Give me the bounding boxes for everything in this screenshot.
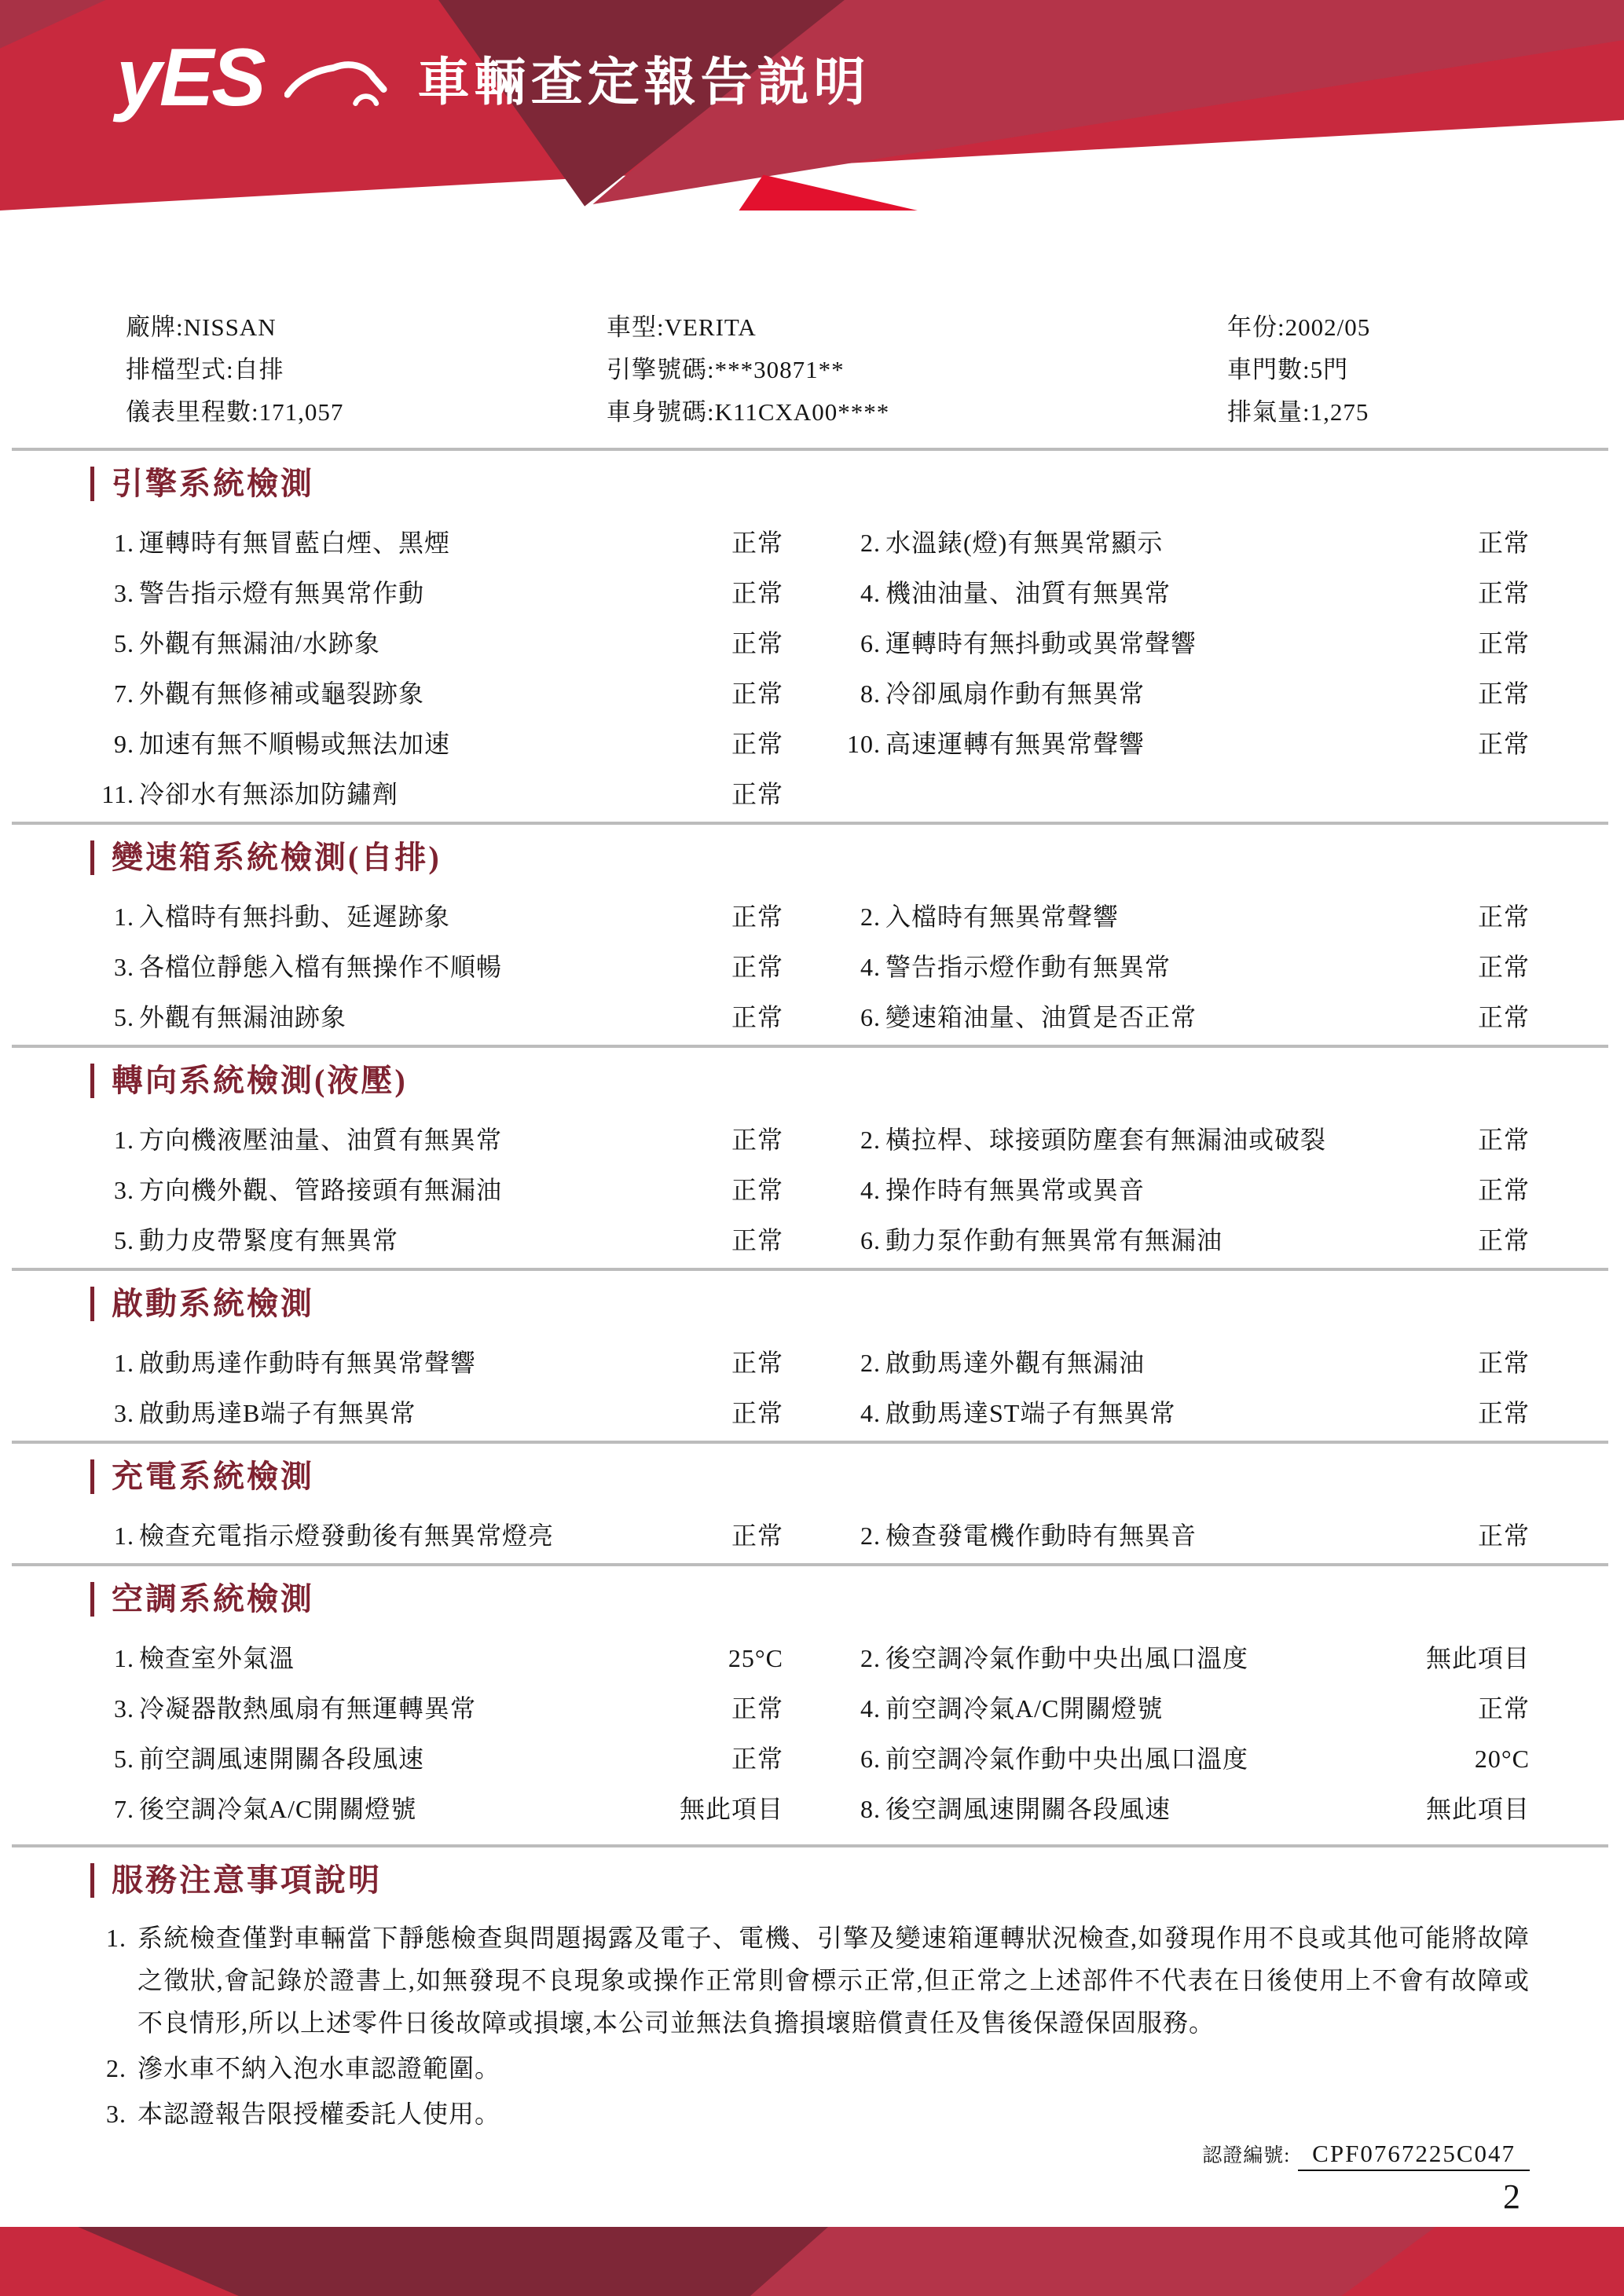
item-number: 4. — [860, 1694, 881, 1723]
item-result: 正常 — [731, 1003, 783, 1031]
item-result: 正常 — [731, 1694, 783, 1723]
note-item — [90, 1917, 1530, 2044]
inspection-item — [90, 1004, 783, 1031]
car-logo-icon — [284, 55, 388, 120]
item-result: 正常 — [1477, 1126, 1530, 1154]
vehicle-info-field: 儀表里程數:171,057 — [126, 398, 344, 426]
inspection-item — [837, 1227, 1530, 1254]
item-number: 9. — [114, 730, 134, 758]
item-number: 5. — [114, 1226, 134, 1254]
section-title: 引擎系統檢測 — [90, 467, 1530, 501]
item-result: 無此項目 — [1425, 1644, 1530, 1672]
page-number: 2 — [1503, 2177, 1520, 2216]
item-result: 正常 — [1477, 579, 1530, 607]
section-divider — [12, 1563, 1608, 1566]
item-result: 正常 — [731, 629, 783, 657]
note-item — [90, 2047, 1530, 2089]
item-text: 檢查室外氣溫 — [139, 1644, 295, 1672]
item-text: 前空調冷氣作動中央出風口溫度 — [885, 1745, 1249, 1773]
section-divider — [12, 1045, 1608, 1048]
item-number: 6. — [860, 1226, 881, 1254]
inspection-item — [837, 1004, 1530, 1031]
item-result: 正常 — [1477, 529, 1530, 557]
item-text: 方向機液壓油量、油質有無異常 — [139, 1126, 503, 1154]
inspection-item — [90, 630, 783, 657]
item-result: 正常 — [731, 730, 783, 758]
item-number: 7. — [114, 1795, 134, 1823]
item-number: 1. — [114, 1522, 134, 1550]
item-result: 20°C — [1474, 1745, 1530, 1773]
item-text: 外觀有無修補或龜裂跡象 — [139, 679, 425, 708]
item-result: 正常 — [731, 903, 783, 931]
item-result: 正常 — [1477, 1349, 1530, 1377]
inspection-item — [837, 1177, 1530, 1203]
item-result: 正常 — [1477, 1226, 1530, 1254]
inspection-item — [837, 529, 1530, 556]
inspection-section — [90, 1563, 1530, 1822]
item-result: 正常 — [1477, 1522, 1530, 1550]
item-text: 高速運轉有無異常聲響 — [885, 730, 1146, 758]
item-number: 7. — [114, 679, 134, 708]
item-result: 正常 — [1477, 1176, 1530, 1204]
inspection-items — [90, 529, 1530, 807]
item-result: 正常 — [1477, 953, 1530, 981]
inspection-item — [90, 1695, 783, 1722]
note-number: 1. — [106, 1924, 126, 1952]
section-divider — [12, 1441, 1608, 1444]
item-number: 11. — [101, 780, 134, 808]
inspection-section — [90, 1268, 1530, 1426]
item-number: 6. — [860, 629, 881, 657]
item-number: 1. — [114, 1126, 134, 1154]
item-text: 橫拉桿、球接頭防塵套有無漏油或破裂 — [885, 1126, 1327, 1154]
item-number: 5. — [114, 1745, 134, 1773]
item-number: 6. — [860, 1745, 881, 1773]
item-text: 檢查充電指示燈發動後有無異常燈亮 — [139, 1522, 555, 1550]
inspection-item — [837, 1695, 1530, 1722]
item-text: 後空調冷氣A/C開關燈號 — [139, 1795, 417, 1823]
section-divider — [12, 448, 1608, 451]
item-number: 3. — [114, 1399, 134, 1427]
item-text: 操作時有無異常或異音 — [885, 1176, 1146, 1204]
item-result: 正常 — [1477, 1003, 1530, 1031]
inspection-item — [837, 1400, 1530, 1426]
inspection-items — [90, 1126, 1530, 1254]
item-text: 後空調風速開關各段風速 — [885, 1795, 1171, 1823]
item-number: 8. — [860, 1795, 881, 1823]
item-text: 冷卻水有無添加防鏽劑 — [139, 780, 399, 808]
notes-list — [90, 1917, 1530, 2135]
inspection-item — [90, 731, 783, 757]
item-result: 正常 — [731, 953, 783, 981]
item-number: 4. — [860, 579, 881, 607]
item-text: 警告指示燈有無異常作動 — [139, 579, 425, 607]
section-title: 啟動系統檢測 — [90, 1287, 1530, 1321]
inspection-sections — [90, 448, 1530, 1822]
vehicle-info-field: 車型:VERITA — [607, 313, 757, 341]
item-text: 各檔位靜態入檔有無操作不順暢 — [139, 953, 503, 981]
item-text: 運轉時有無抖動或異常聲響 — [885, 629, 1197, 657]
item-text: 方向機外觀、管路接頭有無漏油 — [139, 1176, 503, 1204]
item-text: 水溫錶(燈)有無異常顯示 — [885, 529, 1164, 557]
inspection-section — [90, 1441, 1530, 1549]
inspection-item — [90, 1177, 783, 1203]
item-result: 正常 — [731, 1226, 783, 1254]
inspection-item — [90, 580, 783, 606]
item-number: 4. — [860, 1176, 881, 1204]
note-item — [90, 2093, 1530, 2135]
inspection-item — [837, 954, 1530, 980]
item-result: 正常 — [731, 1126, 783, 1154]
vehicle-info-field: 車身號碼:K11CXA00**** — [607, 398, 890, 426]
certification-label: 認證編號: — [1202, 2145, 1291, 2166]
inspection-section — [90, 822, 1530, 1031]
item-number: 2. — [860, 1126, 881, 1154]
item-result: 無此項目 — [679, 1795, 783, 1823]
inspection-item — [90, 529, 783, 556]
item-result: 正常 — [1477, 730, 1530, 758]
section-title: 充電系統檢測 — [90, 1459, 1530, 1494]
inspection-item — [837, 1796, 1530, 1822]
note-number: 3. — [106, 2100, 126, 2128]
item-number: 3. — [114, 1176, 134, 1204]
inspection-item — [90, 1126, 783, 1153]
inspection-item — [90, 1349, 783, 1376]
item-number: 1. — [114, 1349, 134, 1377]
item-text: 警告指示燈作動有無異常 — [885, 953, 1171, 981]
note-number: 2. — [106, 2054, 126, 2082]
certification-number: CPF0767225C047 — [1298, 2140, 1530, 2171]
item-result: 正常 — [1477, 903, 1530, 931]
vehicle-info-field: 引擎號碼:***30871** — [607, 356, 845, 383]
item-text: 外觀有無漏油/水跡象 — [139, 629, 380, 657]
section-divider — [12, 1844, 1608, 1847]
item-text: 啟動馬達B端子有無異常 — [139, 1399, 416, 1427]
item-number: 2. — [860, 1644, 881, 1672]
item-text: 檢查發電機作動時有無異音 — [885, 1522, 1197, 1550]
brand-logo — [116, 31, 871, 123]
item-number: 3. — [114, 953, 134, 981]
item-text: 機油油量、油質有無異常 — [885, 579, 1171, 607]
section-title: 服務注意事項說明 — [90, 1863, 1530, 1898]
item-text: 冷凝器散熱風扇有無運轉異常 — [139, 1694, 477, 1723]
inspection-item — [90, 781, 783, 807]
section-title: 轉向系統檢測(液壓) — [90, 1064, 1530, 1098]
note-text: 本認證報告限授權委託人使用。 — [137, 2100, 501, 2128]
inspection-items — [90, 903, 1530, 1031]
item-result: 無此項目 — [1425, 1795, 1530, 1823]
item-result: 25°C — [728, 1644, 783, 1672]
item-result: 正常 — [731, 1176, 783, 1204]
item-number: 10. — [847, 730, 881, 758]
item-number: 2. — [860, 1349, 881, 1377]
item-number: 2. — [860, 903, 881, 931]
item-text: 動力皮帶緊度有無異常 — [139, 1226, 399, 1254]
inspection-item — [837, 1349, 1530, 1376]
item-result: 正常 — [731, 529, 783, 557]
item-result: 正常 — [731, 1745, 783, 1773]
inspection-item — [90, 1796, 783, 1822]
item-text: 入檔時有無抖動、延遲跡象 — [139, 903, 451, 931]
section-title: 空調系統檢測 — [90, 1582, 1530, 1617]
section-title: 變速箱系統檢測(自排) — [90, 840, 1530, 875]
footer-banner — [0, 2227, 1624, 2296]
item-number: 1. — [114, 529, 134, 557]
vehicle-info-field: 廠牌:NISSAN — [126, 313, 277, 341]
inspection-item — [837, 731, 1530, 757]
item-result: 正常 — [1477, 1694, 1530, 1723]
item-number: 2. — [860, 529, 881, 557]
inspection-section — [90, 448, 1530, 807]
item-number: 4. — [860, 953, 881, 981]
item-result: 正常 — [1477, 1399, 1530, 1427]
inspection-item — [837, 1126, 1530, 1153]
item-text: 前空調風速開關各段風速 — [139, 1745, 425, 1773]
item-number: 1. — [114, 1644, 134, 1672]
item-text: 啟動馬達ST端子有無異常 — [885, 1399, 1176, 1427]
item-number: 8. — [860, 679, 881, 708]
inspection-item — [837, 580, 1530, 606]
inspection-item — [837, 1745, 1530, 1772]
item-result: 正常 — [1477, 629, 1530, 657]
item-text: 前空調冷氣A/C開關燈號 — [885, 1694, 1164, 1723]
inspection-item — [90, 1645, 783, 1672]
item-number: 5. — [114, 629, 134, 657]
item-number: 3. — [114, 1694, 134, 1723]
inspection-item — [837, 903, 1530, 930]
section-divider — [12, 1268, 1608, 1271]
header-banner — [0, 0, 1624, 211]
inspection-item — [90, 903, 783, 930]
item-result: 正常 — [731, 1399, 783, 1427]
inspection-item — [837, 680, 1530, 707]
item-number: 3. — [114, 579, 134, 607]
inspection-item — [837, 1522, 1530, 1549]
item-result: 正常 — [731, 579, 783, 607]
note-text: 滲水車不納入泡水車認證範圍。 — [137, 2054, 501, 2082]
item-text: 啟動馬達作動時有無異常聲響 — [139, 1349, 477, 1377]
vehicle-info-field: 排氣量:1,275 — [1227, 398, 1369, 426]
item-text: 啟動馬達外觀有無漏油 — [885, 1349, 1146, 1377]
item-text: 變速箱油量、油質是否正常 — [885, 1003, 1197, 1031]
inspection-item — [837, 1645, 1530, 1672]
inspection-items — [90, 1349, 1530, 1426]
inspection-section — [90, 1045, 1530, 1254]
vehicle-info — [90, 314, 1530, 426]
page-title: 車輛查定報告説明 — [417, 52, 871, 111]
section-divider — [12, 822, 1608, 825]
inspection-item — [90, 1400, 783, 1426]
item-number: 1. — [114, 903, 134, 931]
item-number: 6. — [860, 1003, 881, 1031]
vehicle-info-field: 年份:2002/05 — [1227, 313, 1371, 341]
report-content — [0, 211, 1624, 2215]
item-text: 後空調冷氣作動中央出風口溫度 — [885, 1644, 1249, 1672]
yes-logo-text: yES — [116, 31, 264, 123]
inspection-items — [90, 1522, 1530, 1549]
inspection-item — [90, 1745, 783, 1772]
item-result: 正常 — [731, 1522, 783, 1550]
item-text: 冷卻風扇作動有無異常 — [885, 679, 1146, 708]
item-text: 入檔時有無異常聲響 — [885, 903, 1120, 931]
inspection-item — [90, 680, 783, 707]
inspection-item — [837, 630, 1530, 657]
notes-section — [90, 1844, 1530, 2215]
inspection-item — [90, 1227, 783, 1254]
item-text: 動力泵作動有無異常有無漏油 — [885, 1226, 1223, 1254]
note-text: 系統檢查僅對車輛當下靜態檢查與問題揭露及電子、電機、引擎及變速箱運轉狀況檢查,如發現作用不良或其他可能將故障之徵狀,會記錄於證書上,如無發現不良現象或操作正常則會標示正常,但正常之上述部件不代表在日後使用上不會有故障或不良情形,所以上述零件日後故障或損壞,本公司並無法負擔損壞賠償責任及售後保證保固服務。 — [137, 1924, 1530, 2037]
inspection-item — [90, 954, 783, 980]
item-number: 5. — [114, 1003, 134, 1031]
item-text: 運轉時有無冒藍白煙、黑煙 — [139, 529, 451, 557]
item-number: 4. — [860, 1399, 881, 1427]
item-result: 正常 — [731, 780, 783, 808]
inspection-item — [90, 1522, 783, 1549]
vehicle-info-field: 排檔型式:自排 — [126, 356, 284, 383]
item-text: 外觀有無漏油跡象 — [139, 1003, 347, 1031]
vehicle-info-field: 車門數:5門 — [1227, 356, 1349, 383]
item-number: 2. — [860, 1522, 881, 1550]
item-result: 正常 — [731, 1349, 783, 1377]
item-text: 加速有無不順暢或無法加速 — [139, 730, 451, 758]
item-result: 正常 — [731, 679, 783, 708]
item-result: 正常 — [1477, 679, 1530, 708]
inspection-items — [90, 1645, 1530, 1822]
certification — [90, 2140, 1530, 2171]
